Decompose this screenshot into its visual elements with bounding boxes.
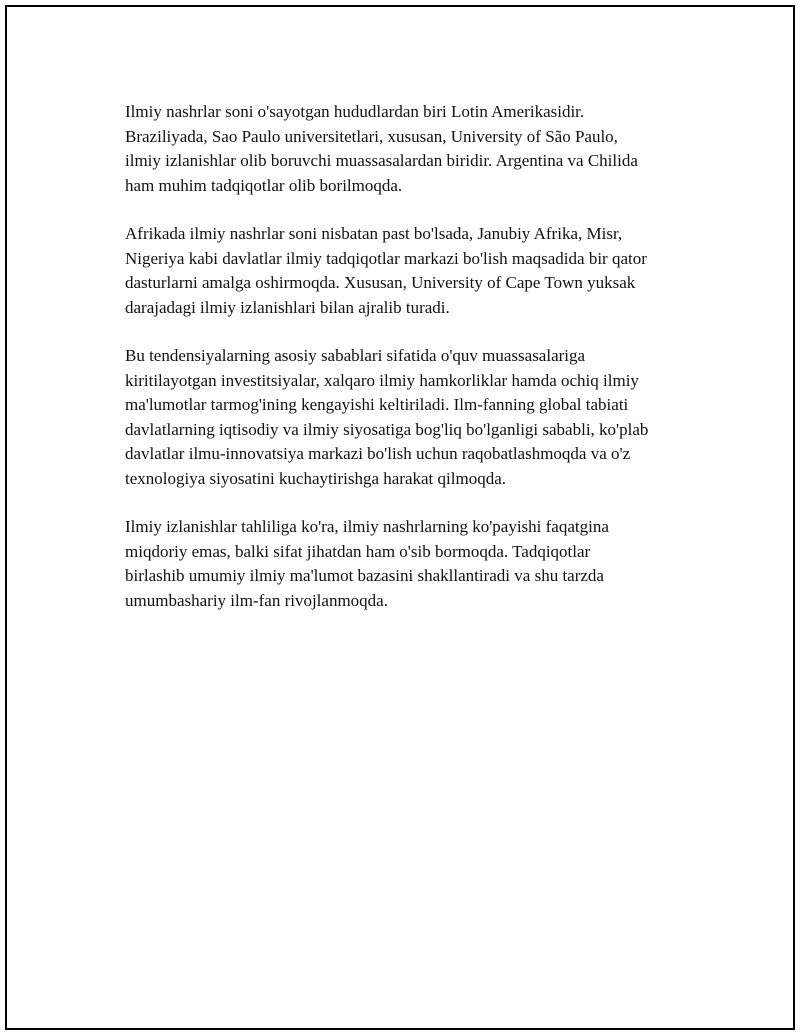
paragraph-conclusion (125, 515, 715, 613)
text-line: dasturlarni amalga oshirmoqda. Xususan, University of Cape Town yuksak (125, 273, 636, 292)
text-line: ilmiy izlanishlar olib boruvchi muassasalardan biridir. Argentina va Chilida (125, 151, 638, 170)
paragraph-africa (125, 222, 715, 320)
text-line: Ilmiy izlanishlar tahliliga ko'ra, ilmiy nashrlarning ko'payishi faqatgina (125, 517, 609, 536)
document-body (125, 100, 715, 637)
text-line: ma'lumotlar tarmog'ining kengayishi keltiriladi. Ilm-fanning global tabiati (125, 395, 629, 414)
text-line: umumbashariy ilm-fan rivojlanmoqda. (125, 590, 388, 610)
text-line: davlatlarning iqtisodiy va ilmiy siyosatiga bog'liq bo'lganligi sababli, ko'plab (125, 419, 649, 439)
text-line: birlashib umumiy ilmiy ma'lumot bazasini shakllantiradi va shu tarzda (125, 566, 604, 585)
page-frame (5, 5, 795, 1030)
text-line: davlatlar ilmu-innovatsiya markazi bo'lish uchun raqobatlashmoqda va o'z (125, 444, 631, 463)
text-line: Ilmiy nashrlar soni o'sayotgan hududlardan biri Lotin Amerikasidir. (125, 102, 585, 121)
paragraph-reasons (125, 344, 715, 491)
text-line: darajadagi ilmiy izlanishlari bilan ajralib turadi. (125, 297, 450, 317)
paragraph-latin-america (125, 100, 715, 198)
text-line: Bu tendensiyalarning asosiy sabablari sifatida o'quv muassasalariga (125, 346, 586, 365)
text-line: miqdoriy emas, balki sifat jihatdan ham o'sib bormoqda. Tadqiqotlar (125, 541, 591, 561)
text-line: Afrikada ilmiy nashrlar soni nisbatan past bo'lsada, Janubiy Afrika, Misr, (125, 224, 623, 243)
text-line: kiritilayotgan investitsiyalar, xalqaro ilmiy hamkorliklar hamda ochiq ilmiy (125, 370, 639, 390)
text-line: Nigeriya kabi davlatlar ilmiy tadqiqotlar markazi bo'lish maqsadida bir qator (125, 248, 647, 268)
text-line: Braziliyada, Sao Paulo universitetlari, xususan, University of São Paulo, (125, 126, 618, 146)
text-line: ham muhim tadqiqotlar olib borilmoqda. (125, 175, 403, 195)
text-line: texnologiya siyosatini kuchaytirishga harakat qilmoqda. (125, 468, 506, 488)
